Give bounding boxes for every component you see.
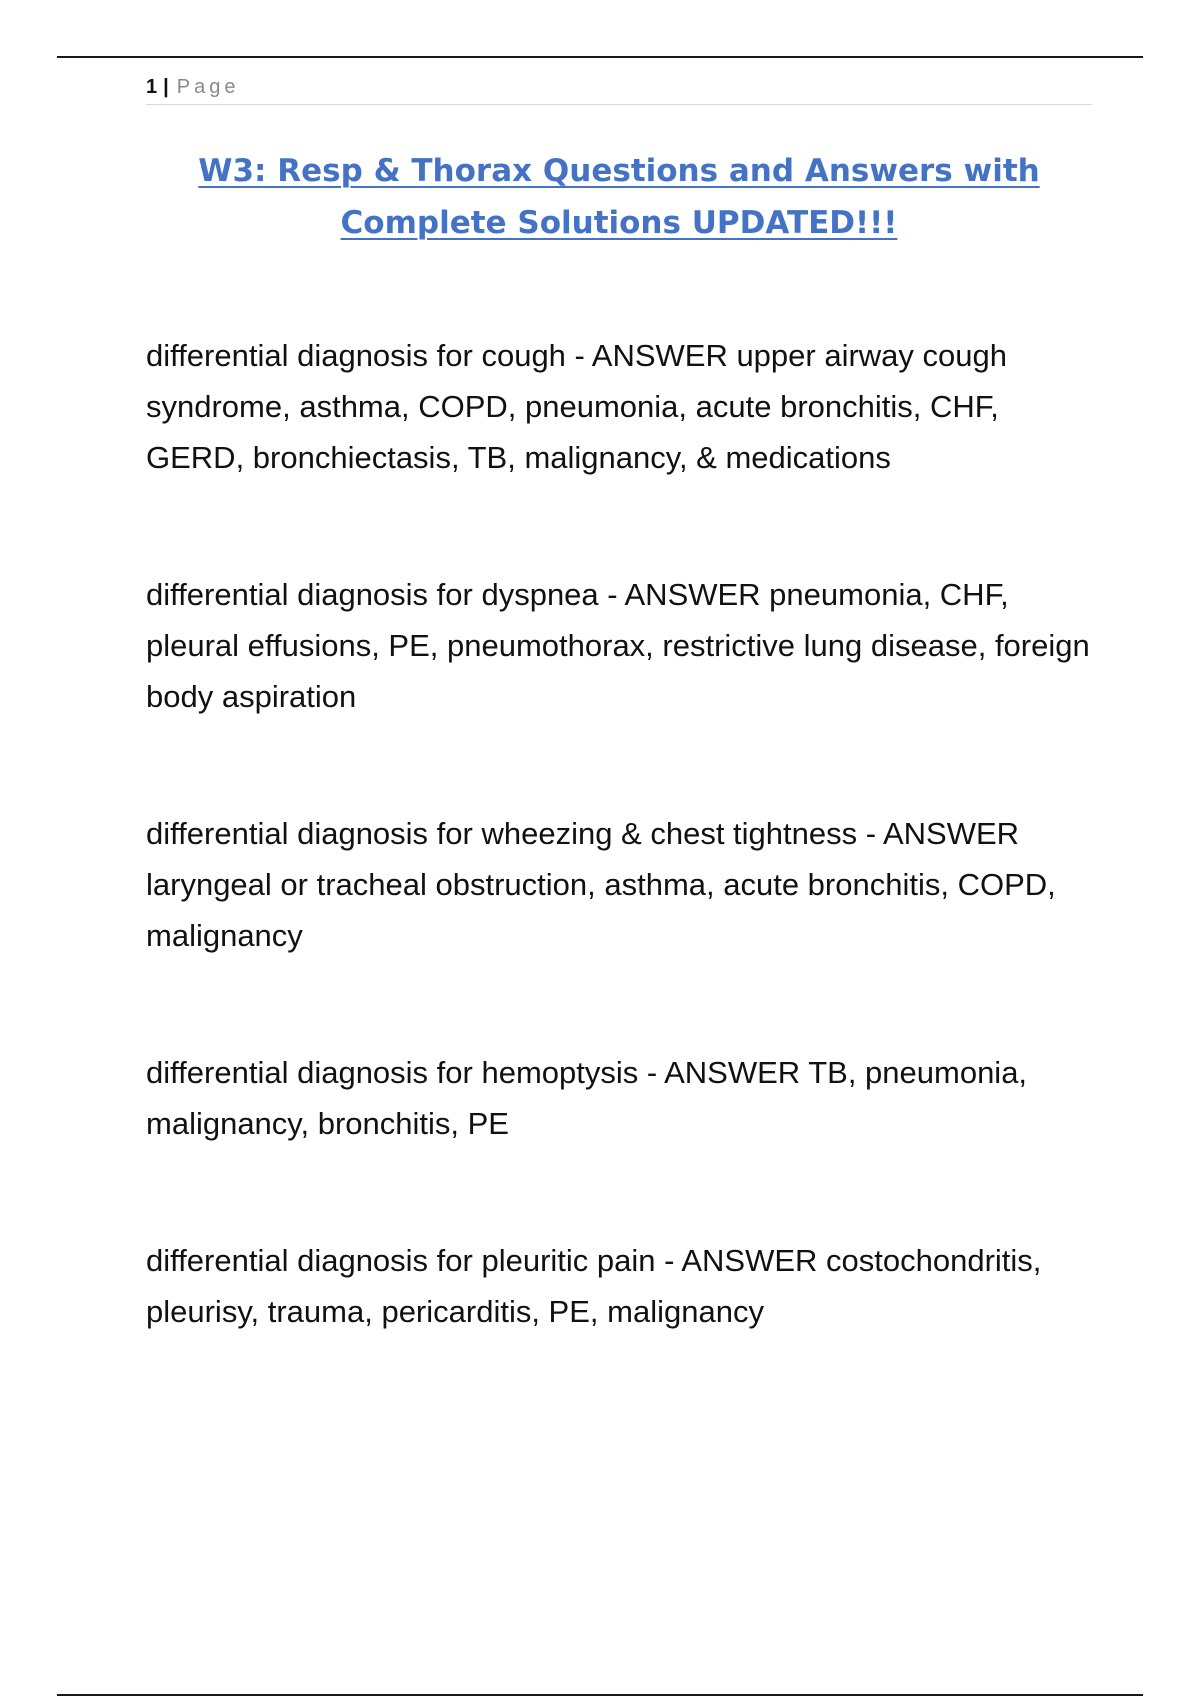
page-label: Page bbox=[176, 76, 240, 98]
page-header bbox=[146, 74, 1092, 105]
qa-item-pleuritic-pain: differential diagnosis for pleuritic pain - ANSWER costochondritis, pleurisy, trauma, pericarditis, PE, malignancy bbox=[146, 1243, 1042, 1329]
title-line-2: Complete Solutions UPDATED!!! bbox=[340, 205, 898, 241]
bottom-border-line bbox=[57, 1694, 1143, 1696]
page-separator: | bbox=[163, 76, 169, 98]
document-title bbox=[146, 145, 1092, 249]
top-border-line bbox=[57, 56, 1143, 58]
title-line-1: W3: Resp & Thorax Questions and Answers with bbox=[198, 153, 1040, 189]
page-number: 1 bbox=[146, 76, 158, 98]
qa-item-dyspnea: differential diagnosis for dyspnea - ANSWER pneumonia, CHF, pleural effusions, PE, pneumothorax, restrictive lung disease, foreign body aspiration bbox=[146, 577, 1090, 714]
qa-list bbox=[146, 330, 1092, 1337]
qa-item-wheezing: differential diagnosis for wheezing & chest tightness - ANSWER laryngeal or tracheal obstruction, asthma, acute bronchitis, COPD, malignancy bbox=[146, 816, 1056, 953]
qa-item-hemoptysis: differential diagnosis for hemoptysis - ANSWER TB, pneumonia, malignancy, bronchitis, PE bbox=[146, 1055, 1028, 1141]
qa-item-cough: differential diagnosis for cough - ANSWER upper airway cough syndrome, asthma, COPD, pneumonia, acute bronchitis, CHF, GERD, bronchiectasis, TB, malignancy, & medications bbox=[146, 338, 1007, 475]
